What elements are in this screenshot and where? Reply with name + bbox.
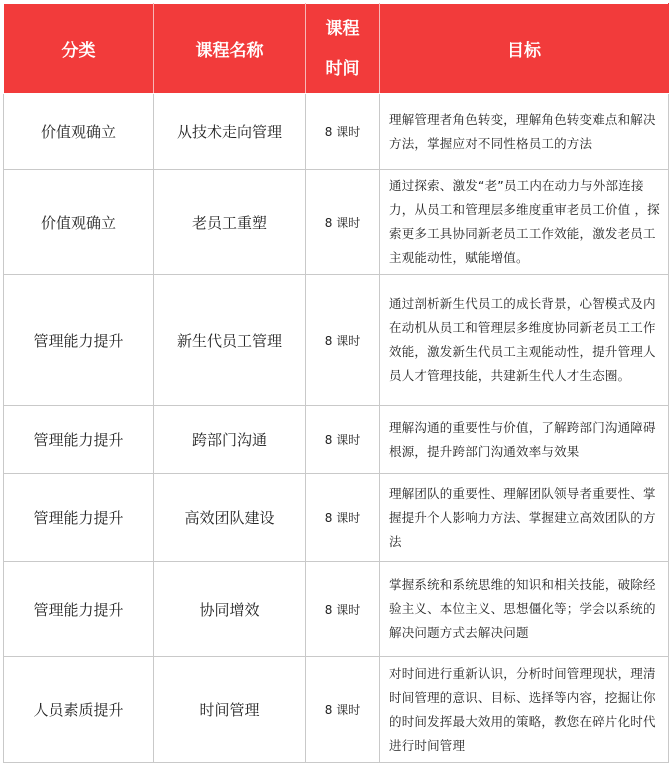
row-course: 从技术走向管理 bbox=[154, 94, 306, 170]
row-course: 时间管理 bbox=[154, 657, 306, 763]
row-goal: 理解团队的重要性、理解团队领导者重要性、掌握提升个人影响力方法、掌握建立高效团队的方法 bbox=[380, 474, 669, 562]
header-category: 分类 bbox=[4, 4, 154, 94]
header-course-hours-line2: 时间 bbox=[325, 58, 360, 79]
header-course-hours bbox=[306, 4, 380, 94]
row-course: 老员工重塑 bbox=[154, 170, 306, 275]
row-category: 管理能力提升 bbox=[4, 474, 154, 562]
row-category: 管理能力提升 bbox=[4, 562, 154, 657]
row-category: 管理能力提升 bbox=[4, 275, 154, 406]
row-hours: 8 课时 bbox=[306, 406, 380, 474]
row-goal: 理解沟通的重要性与价值，了解跨部门沟通障碍根源，提升跨部门沟通效率与效果 bbox=[380, 406, 669, 474]
table-row bbox=[4, 657, 669, 763]
row-hours: 8 课时 bbox=[306, 170, 380, 275]
row-goal: 理解管理者角色转变，理解角色转变难点和解决方法，掌握应对不同性格员工的方法 bbox=[380, 94, 669, 170]
row-category: 人员素质提升 bbox=[4, 657, 154, 763]
row-course: 协同增效 bbox=[154, 562, 306, 657]
row-hours: 8 课时 bbox=[306, 474, 380, 562]
table-row bbox=[4, 406, 669, 474]
table-row bbox=[4, 562, 669, 657]
course-table bbox=[3, 3, 669, 763]
table-header-row bbox=[4, 4, 669, 94]
row-goal: 对时间进行重新认识，分析时间管理现状，理清时间管理的意识、目标、选择等内容，挖掘让你的时间发挥最大效用的策略，教您在碎片化时代进行时间管理 bbox=[380, 657, 669, 763]
table-row bbox=[4, 474, 669, 562]
header-course-hours-line1: 课程 bbox=[325, 18, 360, 39]
row-hours: 8 课时 bbox=[306, 562, 380, 657]
row-goal: 通过探索、激发“老”员工内在动力与外部连接力，从员工和管理层多维度重审老员工价值 ，探索更多工具协同新老员工工作效能，激发老员工主观能动性，赋能增值。 bbox=[380, 170, 669, 275]
row-course: 跨部门沟通 bbox=[154, 406, 306, 474]
header-goal: 目标 bbox=[380, 4, 669, 94]
row-course: 新生代员工管理 bbox=[154, 275, 306, 406]
table-row bbox=[4, 275, 669, 406]
row-category: 价值观确立 bbox=[4, 170, 154, 275]
row-category: 管理能力提升 bbox=[4, 406, 154, 474]
row-category: 价值观确立 bbox=[4, 94, 154, 170]
row-goal: 通过剖析新生代员工的成长背景，心智模式及内在动机从员工和管理层多维度协同新老员工工作效能，激发新生代员工主观能动性，提升管理人员人才管理技能，共建新生代人才生态圈。 bbox=[380, 275, 669, 406]
row-hours: 8 课时 bbox=[306, 94, 380, 170]
row-hours: 8 课时 bbox=[306, 657, 380, 763]
header-course-name: 课程名称 bbox=[154, 4, 306, 94]
table-row bbox=[4, 170, 669, 275]
row-course: 高效团队建设 bbox=[154, 474, 306, 562]
row-goal: 掌握系统和系统思维的知识和相关技能，破除经验主义、本位主义、思想僵化等；学会以系统的解决问题方式去解决问题 bbox=[380, 562, 669, 657]
table-row bbox=[4, 94, 669, 170]
row-hours: 8 课时 bbox=[306, 275, 380, 406]
